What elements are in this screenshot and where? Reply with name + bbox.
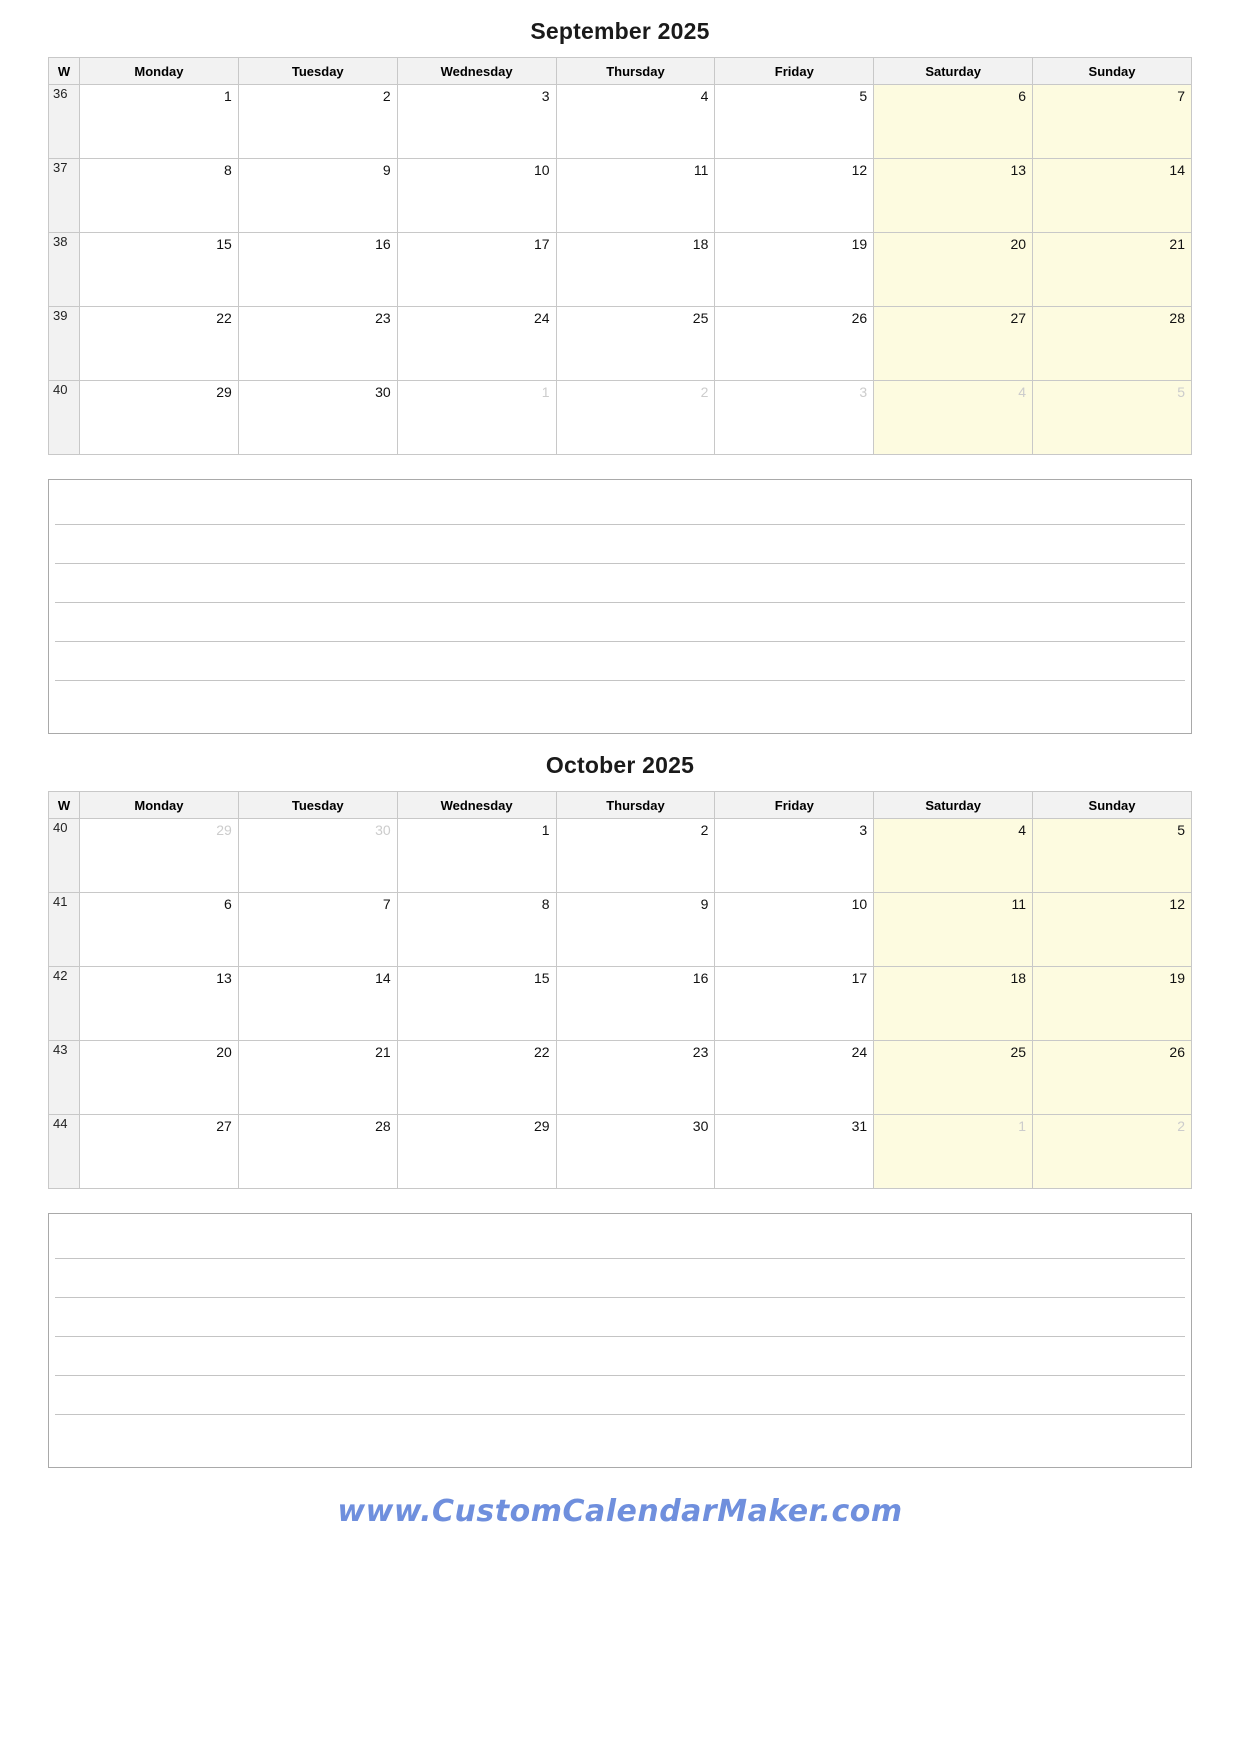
day-cell[interactable]: 29 <box>80 381 239 455</box>
day-cell[interactable]: 19 <box>715 233 874 307</box>
month-block-september <box>48 0 1192 734</box>
day-cell[interactable]: 30 <box>238 381 397 455</box>
notes-line[interactable] <box>55 1376 1185 1415</box>
day-cell-other-month[interactable]: 1 <box>397 381 556 455</box>
day-cell[interactable]: 10 <box>715 893 874 967</box>
weekday-header-thursday: Thursday <box>556 58 715 85</box>
weekday-header-friday: Friday <box>715 58 874 85</box>
notes-line[interactable] <box>55 486 1185 525</box>
day-cell[interactable]: 15 <box>397 967 556 1041</box>
day-cell[interactable]: 24 <box>715 1041 874 1115</box>
day-cell[interactable]: 19 <box>1033 967 1192 1041</box>
day-cell[interactable]: 28 <box>1033 307 1192 381</box>
weekday-header-wednesday: Wednesday <box>397 792 556 819</box>
week-number-cell: 44 <box>49 1115 80 1189</box>
day-cell[interactable]: 6 <box>874 85 1033 159</box>
day-cell[interactable]: 20 <box>80 1041 239 1115</box>
day-cell[interactable]: 25 <box>874 1041 1033 1115</box>
day-cell[interactable]: 10 <box>397 159 556 233</box>
calendar-week-row <box>49 233 1192 307</box>
day-cell-other-month[interactable]: 30 <box>238 819 397 893</box>
day-cell[interactable]: 16 <box>556 967 715 1041</box>
day-cell[interactable]: 3 <box>715 819 874 893</box>
weekday-header-saturday: Saturday <box>874 792 1033 819</box>
day-cell[interactable]: 8 <box>80 159 239 233</box>
weekday-header-monday: Monday <box>80 792 239 819</box>
day-cell[interactable]: 31 <box>715 1115 874 1189</box>
day-cell[interactable]: 23 <box>238 307 397 381</box>
day-cell[interactable]: 2 <box>556 819 715 893</box>
day-cell[interactable]: 17 <box>397 233 556 307</box>
day-cell[interactable]: 15 <box>80 233 239 307</box>
notes-line[interactable] <box>55 603 1185 642</box>
day-cell-other-month[interactable]: 2 <box>1033 1115 1192 1189</box>
day-cell-other-month[interactable]: 3 <box>715 381 874 455</box>
day-cell[interactable]: 1 <box>397 819 556 893</box>
day-cell[interactable]: 7 <box>1033 85 1192 159</box>
day-cell[interactable]: 7 <box>238 893 397 967</box>
day-cell[interactable]: 14 <box>1033 159 1192 233</box>
notes-line[interactable] <box>55 1298 1185 1337</box>
day-cell[interactable]: 2 <box>238 85 397 159</box>
day-cell[interactable]: 11 <box>874 893 1033 967</box>
notes-area-october[interactable] <box>48 1213 1192 1468</box>
day-cell[interactable]: 3 <box>397 85 556 159</box>
day-cell[interactable]: 5 <box>715 85 874 159</box>
day-cell[interactable]: 8 <box>397 893 556 967</box>
day-cell[interactable]: 27 <box>874 307 1033 381</box>
day-cell[interactable]: 4 <box>874 819 1033 893</box>
day-cell[interactable]: 27 <box>80 1115 239 1189</box>
calendar-week-row <box>49 1115 1192 1189</box>
calendar-table-october <box>48 791 1192 1189</box>
day-cell[interactable]: 1 <box>80 85 239 159</box>
day-cell[interactable]: 16 <box>238 233 397 307</box>
day-cell[interactable]: 18 <box>874 967 1033 1041</box>
day-cell[interactable]: 22 <box>397 1041 556 1115</box>
calendar-week-row <box>49 85 1192 159</box>
weekday-header-monday: Monday <box>80 58 239 85</box>
calendar-week-row <box>49 1041 1192 1115</box>
week-number-cell: 37 <box>49 159 80 233</box>
weekday-header-tuesday: Tuesday <box>238 792 397 819</box>
calendar-week-row <box>49 893 1192 967</box>
day-cell[interactable]: 9 <box>238 159 397 233</box>
notes-line[interactable] <box>55 1415 1185 1461</box>
day-cell[interactable]: 12 <box>1033 893 1192 967</box>
weekday-header-friday: Friday <box>715 792 874 819</box>
week-number-cell: 40 <box>49 819 80 893</box>
week-number-cell: 42 <box>49 967 80 1041</box>
notes-line[interactable] <box>55 525 1185 564</box>
day-cell[interactable]: 24 <box>397 307 556 381</box>
calendar-week-row <box>49 307 1192 381</box>
day-cell[interactable]: 28 <box>238 1115 397 1189</box>
notes-line[interactable] <box>55 1259 1185 1298</box>
day-cell-other-month[interactable]: 1 <box>874 1115 1033 1189</box>
day-cell[interactable]: 5 <box>1033 819 1192 893</box>
day-cell[interactable]: 18 <box>556 233 715 307</box>
weekday-header-tuesday: Tuesday <box>238 58 397 85</box>
day-cell[interactable]: 12 <box>715 159 874 233</box>
calendar-week-row <box>49 381 1192 455</box>
weekday-header-wednesday: Wednesday <box>397 58 556 85</box>
week-number-header: W <box>49 792 80 819</box>
day-cell[interactable]: 13 <box>874 159 1033 233</box>
day-cell[interactable]: 21 <box>238 1041 397 1115</box>
weekday-header-sunday: Sunday <box>1033 58 1192 85</box>
week-number-cell: 41 <box>49 893 80 967</box>
notes-area-september[interactable] <box>48 479 1192 734</box>
day-cell[interactable]: 14 <box>238 967 397 1041</box>
notes-line[interactable] <box>55 1337 1185 1376</box>
week-number-cell: 36 <box>49 85 80 159</box>
weekday-header-saturday: Saturday <box>874 58 1033 85</box>
day-cell[interactable]: 11 <box>556 159 715 233</box>
day-cell[interactable]: 13 <box>80 967 239 1041</box>
calendar-table-september <box>48 57 1192 455</box>
notes-line[interactable] <box>55 681 1185 727</box>
page-title-october: October 2025 <box>545 752 695 778</box>
day-cell[interactable]: 26 <box>1033 1041 1192 1115</box>
week-number-cell: 38 <box>49 233 80 307</box>
day-cell[interactable]: 4 <box>556 85 715 159</box>
week-number-header: W <box>49 58 80 85</box>
footer-website-url[interactable]: www.CustomCalendarMaker.com <box>337 1494 903 1529</box>
weekday-header-thursday: Thursday <box>556 792 715 819</box>
week-number-cell: 43 <box>49 1041 80 1115</box>
calendar-header-row <box>49 792 1192 819</box>
day-cell[interactable]: 21 <box>1033 233 1192 307</box>
calendar-week-row <box>49 967 1192 1041</box>
day-cell[interactable]: 22 <box>80 307 239 381</box>
weekday-header-sunday: Sunday <box>1033 792 1192 819</box>
calendar-week-row <box>49 159 1192 233</box>
calendar-header-row <box>49 58 1192 85</box>
day-cell[interactable]: 9 <box>556 893 715 967</box>
calendar-week-row <box>49 819 1192 893</box>
day-cell[interactable]: 20 <box>874 233 1033 307</box>
day-cell[interactable]: 30 <box>556 1115 715 1189</box>
day-cell[interactable]: 6 <box>80 893 239 967</box>
day-cell-other-month[interactable]: 4 <box>874 381 1033 455</box>
month-block-october <box>48 734 1192 1468</box>
day-cell-other-month[interactable]: 29 <box>80 819 239 893</box>
week-number-cell: 39 <box>49 307 80 381</box>
notes-line[interactable] <box>55 642 1185 681</box>
day-cell[interactable]: 23 <box>556 1041 715 1115</box>
day-cell[interactable]: 17 <box>715 967 874 1041</box>
day-cell[interactable]: 25 <box>556 307 715 381</box>
notes-line[interactable] <box>55 564 1185 603</box>
week-number-cell: 40 <box>49 381 80 455</box>
day-cell-other-month[interactable]: 2 <box>556 381 715 455</box>
page-title-september: September 2025 <box>530 18 710 44</box>
day-cell-other-month[interactable]: 5 <box>1033 381 1192 455</box>
day-cell[interactable]: 29 <box>397 1115 556 1189</box>
notes-line[interactable] <box>55 1220 1185 1259</box>
day-cell[interactable]: 26 <box>715 307 874 381</box>
